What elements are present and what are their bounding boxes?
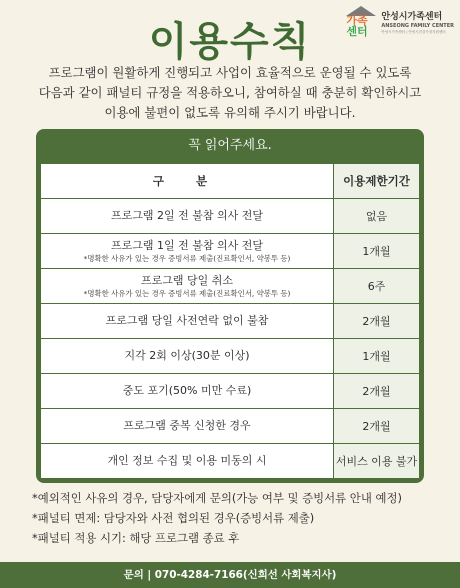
row-item-label: 개인 정보 수집 및 이용 미동의 시 [107,454,267,467]
row-period: 서비스 이용 불가 [334,444,420,479]
row-item [41,269,334,304]
row-item-label: 중도 포기(50% 미만 수료) [122,384,252,397]
row-item-label: 프로그램 중복 신청한 경우 [123,419,251,432]
intro-line: 이용에 불편이 없도록 유의해 주시기 바랍니다. [104,105,356,120]
table-row [41,199,420,234]
table-header-row [41,164,420,199]
card-header: 꼭 읽어주세요. [188,138,272,153]
table-row [41,304,420,339]
column-header-period: 이용제한기간 [334,164,420,199]
intro-line: 프로그램이 원활하게 진행되고 사업이 효율적으로 운영될 수 있도록 [48,65,412,80]
note-line: *패널티 면제: 담당자와 사전 협의된 경우(증빙서류 제출) [32,511,315,525]
row-item [41,444,334,479]
row-item [41,409,334,444]
row-item [41,339,334,374]
row-item-label: 프로그램 1일 전 불참 의사 전달 [111,238,263,252]
table-row [41,234,420,269]
penalty-table [40,163,420,479]
row-item-label: 프로그램 당일 취소 [140,273,233,287]
row-period: 2개월 [334,409,420,444]
contact-footer: 문의 | 070-4284-7166(신희선 사회복지사) [0,562,460,588]
row-item-label: 프로그램 2일 전 불참 의사 전달 [111,209,263,222]
house-logo-icon: 가족 센터 [344,6,378,40]
row-period: 6주 [334,269,420,304]
row-item-label: 프로그램 당일 사전연락 없이 불참 [105,314,269,327]
row-period: 2개월 [334,374,420,409]
row-item-note: *명확한 사유가 있는 경우 증빙서류 제출(진료확인서, 약봉투 등) [83,288,291,298]
notes [32,488,402,548]
logo-tagline: 안성시가족센터 / 안성시건강가정지원센터 [381,29,446,34]
row-period: 1개월 [334,339,420,374]
row-period: 1개월 [334,234,420,269]
row-period: 2개월 [334,304,420,339]
row-period: 없음 [334,199,420,234]
page-title: 이용수칙 [148,19,312,65]
intro-text [20,63,440,123]
row-item [41,374,334,409]
row-item-note: *명확한 사유가 있는 경우 증빙서류 제출(진료확인서, 약봉투 등) [83,253,291,263]
table-row [41,269,420,304]
penalty-card [36,129,424,483]
center-logo [344,6,454,40]
row-item [41,304,334,339]
row-item [41,199,334,234]
note-line: *예외적인 사유의 경우, 담당자에게 문의(가능 여부 및 증빙서류 안내 예정) [32,491,402,505]
row-item-label: 지각 2회 이상(30분 이상) [124,349,250,362]
note-line: *패널티 적용 시기: 해당 프로그램 종료 후 [32,531,240,545]
table-row [41,409,420,444]
intro-line: 다음과 같이 패널티 규정을 적용하오니, 참여하실 때 충분히 확인하시고 [38,85,422,100]
row-item [41,234,334,269]
logo-name: 안성시가족센터 [381,11,443,22]
table-row [41,444,420,479]
table-row [41,374,420,409]
table-row [41,339,420,374]
logo-subtitle: ANSEONG FAMILY CENTER [381,22,454,29]
column-header-category: 구 분 [41,164,334,199]
